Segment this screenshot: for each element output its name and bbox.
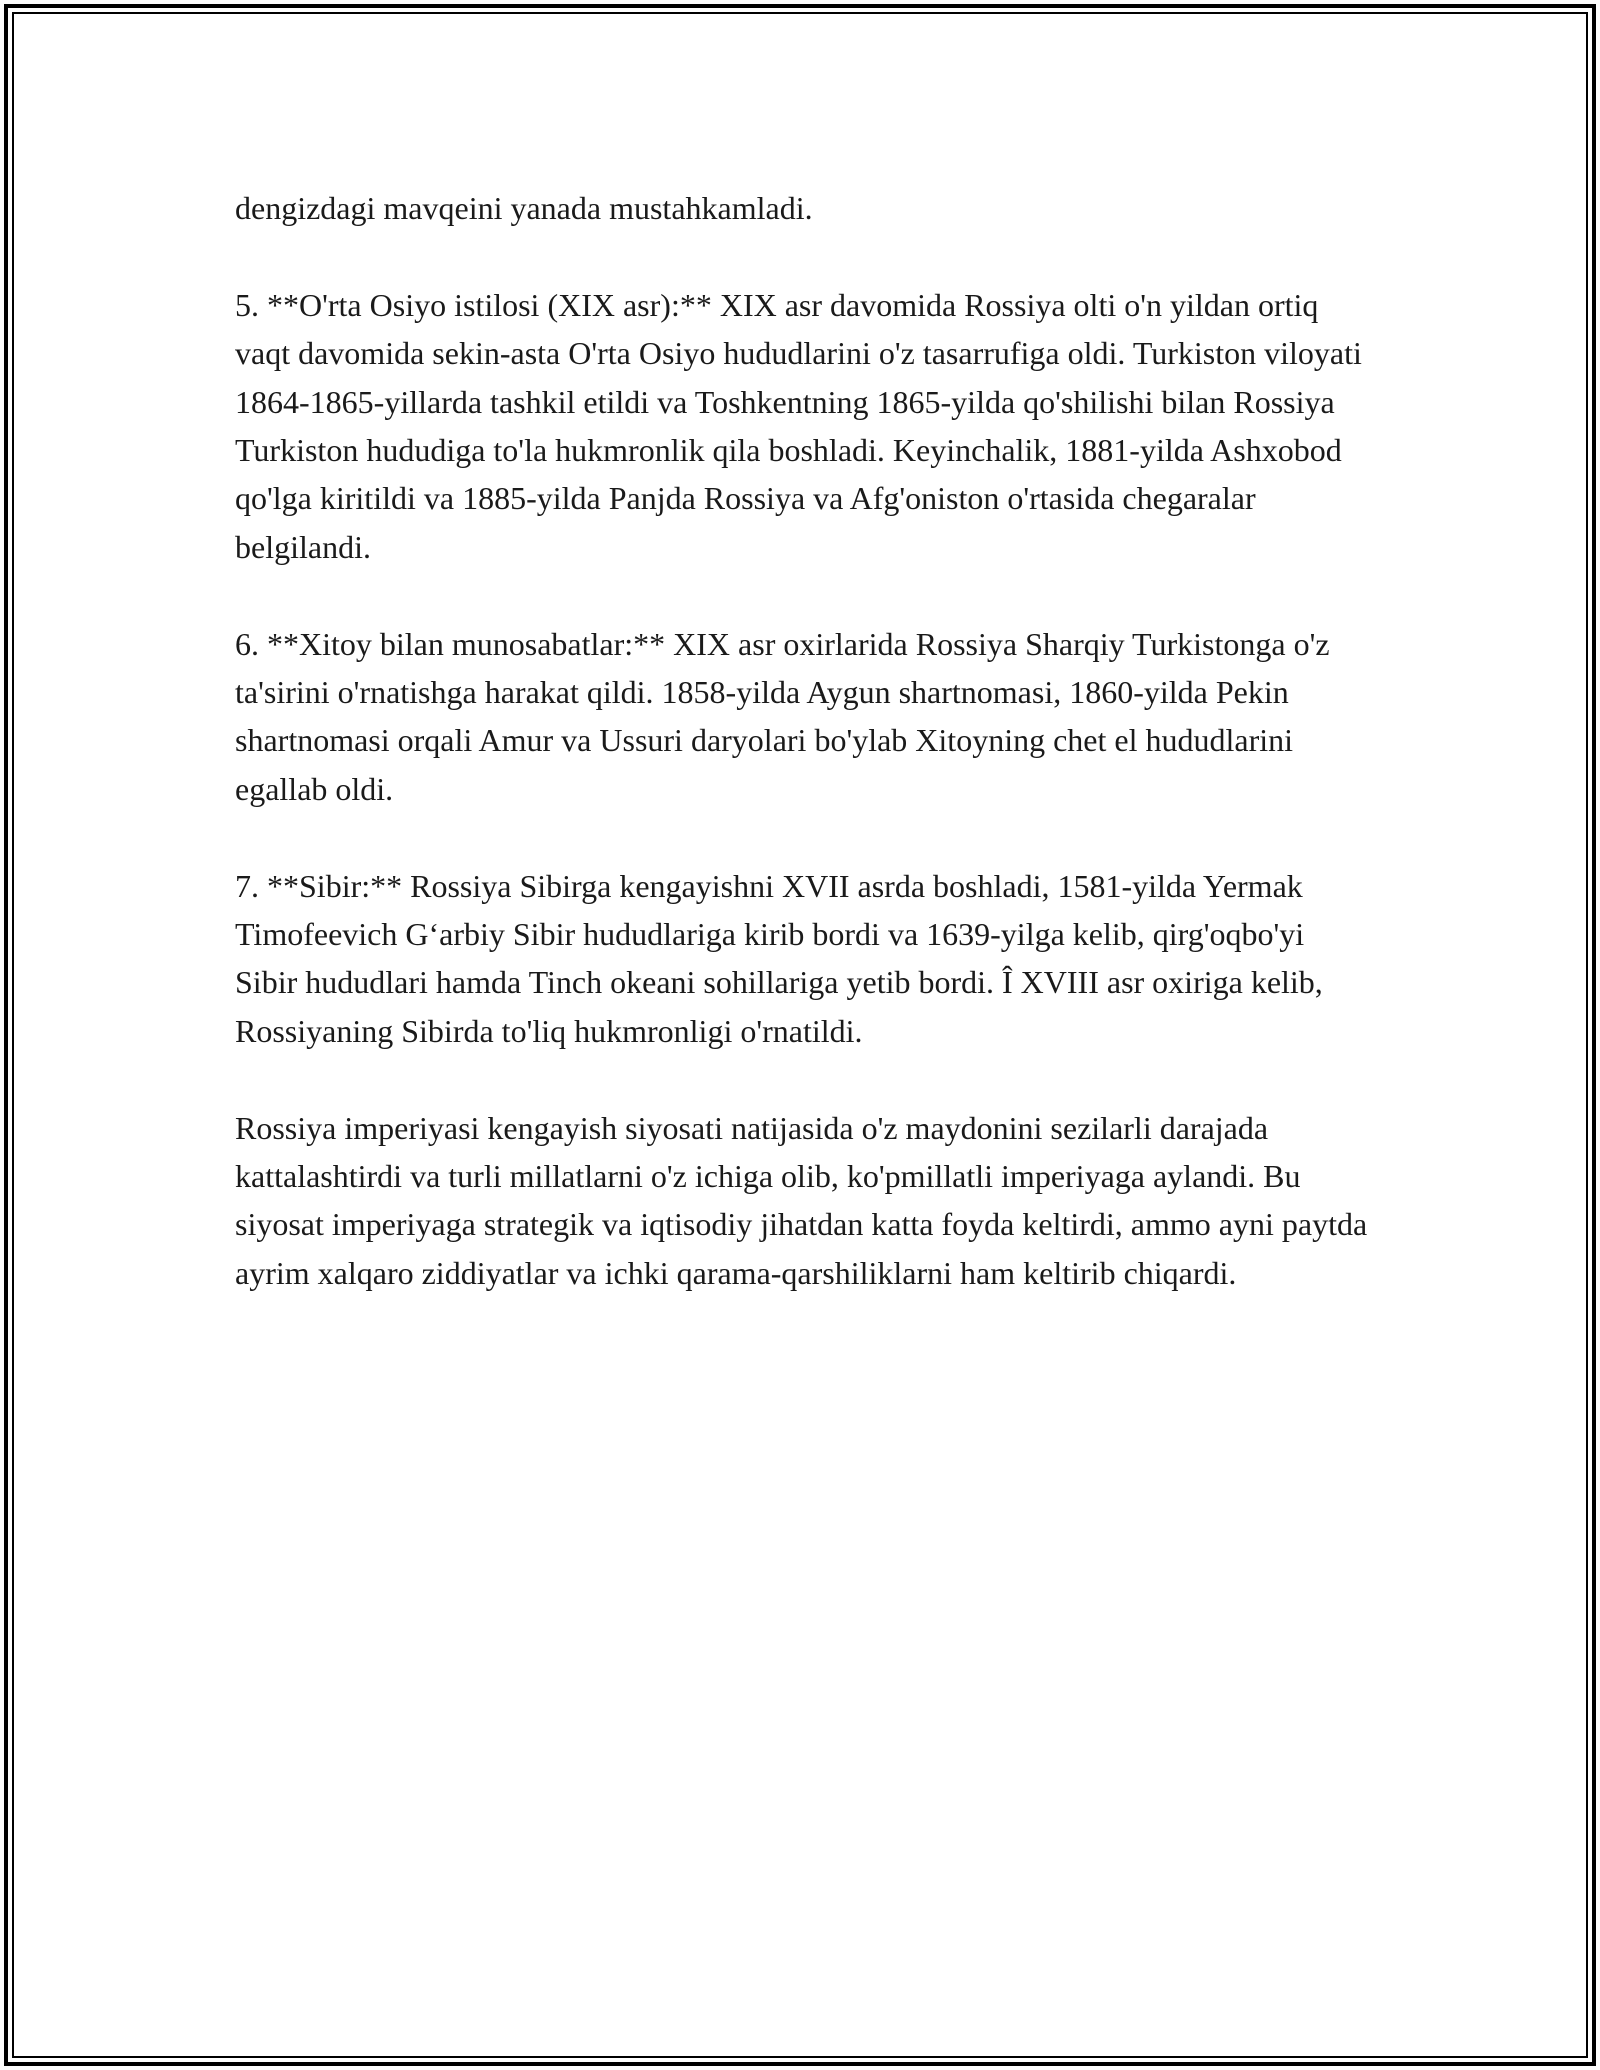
paragraph-china-relations: 6. **Xitoy bilan munosabatlar:** XIX asr oxirlarida Rossiya Sharqiy Turkistonga o'z ta'sirini o'rnatishga harakat qildi. 1858-yilda Aygun shartnomasi, 1860-yilda Pekin shartnomasi orqali Amur va Ussuri daryolari bo'ylab Xitoyning chet el hududlarini egallab oldi. (235, 625, 1330, 807)
paragraph-continuation: dengizdagi mavqeini yanada mustahkamladi. (235, 190, 813, 226)
paragraph-conclusion: Rossiya imperiyasi kengayish siyosati natijasida o'z maydonini sezilarli darajada kattalashtirdi va turli millatlarni o'z ichiga olib, ko'pmillatli imperiyaga aylandi. Bu siyosat imperiyaga strategik va iqtisodiy jihatdan katta foyda keltirdi, ammo ayni paytda ayrim xalqaro ziddiyatlar va ichki qarama-qarshiliklarni ham keltirib chiqardi. (235, 1109, 1368, 1291)
paragraph-central-asia: 5. **O'rta Osiyo istilosi (XIX asr):** XIX asr davomida Rossiya olti o'n yildan ortiq vaqt davomida sekin-asta O'rta Osiyo hududlarini o'z tasarrufiga oldi. Turkiston viloyati 1864-1865-yillarda tashkil etildi va Toshkentning 1865-yilda qo'shilishi bilan Rossiya Turkiston hududiga to'la hukmronlik qila boshladi. Keyinchalik, 1881-yilda Ashxobod qo'lga kiritildi va 1885-yilda Panjda Rossiya va Afg'oniston o'rtasida chegaralar belgilandi. (235, 286, 1362, 565)
document-body (235, 184, 1370, 1297)
paragraph-siberia: 7. **Sibir:** Rossiya Sibirga kengayishni XVII asrda boshladi, 1581-yilda Yermak Timofeevich G‘arbiy Sibir hududlariga kirib bordi va 1639-yilga kelib, qirg'oqbo'yi Sibir hududlari hamda Tinch okeani sohillariga yetib bordi. Î XVIII asr oxiriga kelib, Rossiyaning Sibirda to'liq hukmronligi o'rnatildi. (235, 867, 1323, 1049)
